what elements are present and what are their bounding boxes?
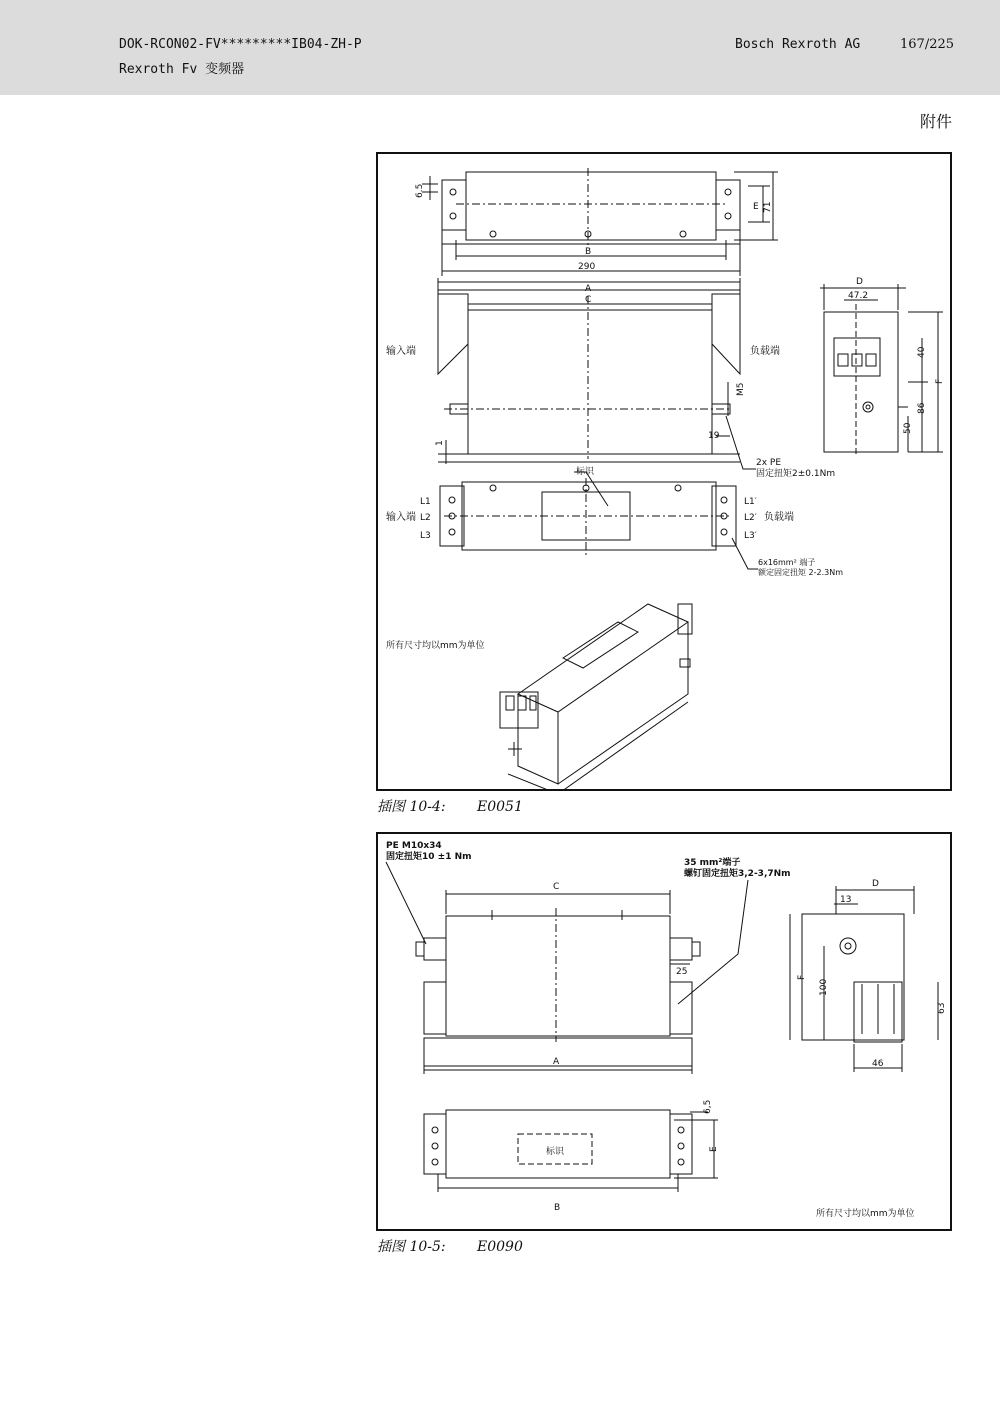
dim-25: 25 (676, 967, 688, 977)
pe-label-line1: 2x PE (756, 458, 782, 468)
dim-6-5-b: 6,5 (703, 1099, 713, 1114)
label-input-side: 输入端 (386, 346, 416, 357)
label-l3-prime: L3′ (744, 531, 757, 541)
pe-bolt-leader (386, 862, 426, 944)
dim-290: 290 (578, 262, 596, 272)
dim-m5: M5 (736, 382, 746, 396)
dim-50: 50 (903, 422, 913, 434)
terminal-label-line1: 6x16mm² 端子 (758, 558, 816, 567)
terminal2-leader (678, 880, 748, 1004)
bottom-view-2 (424, 1110, 718, 1192)
terminal2-label-line1: 35 mm²端子 (684, 858, 741, 868)
dim-13: 13 (840, 895, 852, 905)
dim-a-side: A (585, 284, 592, 294)
dim-63: 63 (937, 1002, 947, 1014)
label-load-side: 负载端 (750, 346, 780, 357)
label-marking-2: 标识 (546, 1147, 565, 1157)
dim-6-5: 6.5 (415, 183, 425, 198)
section-title: 附件 (919, 112, 952, 131)
label-l1: L1 (420, 497, 431, 507)
page-number: 167/225 (900, 37, 955, 52)
dim-100: 100 (819, 978, 829, 996)
label-l2-prime: L2′ (744, 513, 757, 523)
dim-f-end: F (935, 378, 945, 384)
pe-bolt-label-line2: 固定扭矩10 ±1 Nm (386, 852, 472, 862)
label-l1-prime: L1′ (744, 497, 757, 507)
label-load-bottom: 负载端 (764, 512, 794, 523)
caption-number: 插图 10-5: (377, 1239, 446, 1255)
label-l3: L3 (420, 531, 431, 541)
terminal-label-line2: 额定固定扭矩 2-2.3Nm (758, 568, 844, 577)
label-l2: L2 (420, 513, 431, 523)
dim-40: 40 (917, 346, 927, 358)
product-name: Rexroth Fv 变频器 (119, 62, 245, 77)
dim-1: 1 (435, 440, 445, 446)
pe-bolt-label-line1: PE M10x34 (386, 841, 442, 851)
pe-leader (726, 416, 756, 469)
dim-19: 19 (708, 431, 720, 441)
bottom-view (440, 478, 736, 556)
dim-71: 71 (763, 201, 773, 213)
page-header (0, 0, 1000, 95)
figure-10-4 (376, 152, 952, 791)
side-view (438, 278, 740, 464)
dim-d-side2: D (872, 879, 879, 889)
figure-10-4-drawing (378, 154, 950, 789)
company-name: Bosch Rexroth AG (735, 37, 861, 52)
front-view (416, 890, 700, 1074)
caption-code: E0051 (477, 799, 523, 815)
side-view-2 (790, 886, 938, 1072)
top-view (422, 168, 778, 276)
document-number: DOK-RCON02-FV*********IB04-ZH-P (119, 37, 362, 52)
dim-c-front: C (553, 882, 560, 892)
dim-d-end: D (856, 277, 863, 287)
dim-c-side: C (585, 295, 592, 305)
dim-a-front: A (553, 1057, 560, 1067)
dim-e-top: E (753, 202, 759, 212)
dim-b-top: B (585, 247, 592, 257)
figure-10-5 (376, 832, 952, 1231)
caption-code: E0090 (477, 1239, 523, 1255)
end-view (820, 284, 943, 454)
figure-10-5-caption (377, 1236, 523, 1256)
units-note-2: 所有尺寸均以mm为单位 (816, 1209, 915, 1219)
label-input-bottom: 输入端 (386, 512, 416, 523)
figure-10-4-caption (377, 796, 523, 816)
figure-10-5-drawing (378, 834, 950, 1229)
pe-label-line2: 固定扭矩2±0.1Nm (756, 469, 836, 479)
terminal2-label-line2: 螺钉固定扭矩3,2-3,7Nm (684, 869, 791, 879)
caption-number: 插图 10-4: (377, 799, 446, 815)
dim-b-bottom2: B (554, 1203, 561, 1213)
units-note-1: 所有尺寸均以mm为单位 (386, 641, 485, 651)
dim-86: 86 (917, 402, 927, 414)
marking-leader (574, 472, 608, 506)
dim-e-bottom2: E (709, 1146, 719, 1152)
label-marking-1: 标识 (576, 467, 595, 477)
isometric-view (500, 604, 692, 789)
dim-47-2: 47.2 (848, 291, 869, 301)
dim-46: 46 (872, 1059, 884, 1069)
dim-f-side2: F (797, 974, 807, 980)
